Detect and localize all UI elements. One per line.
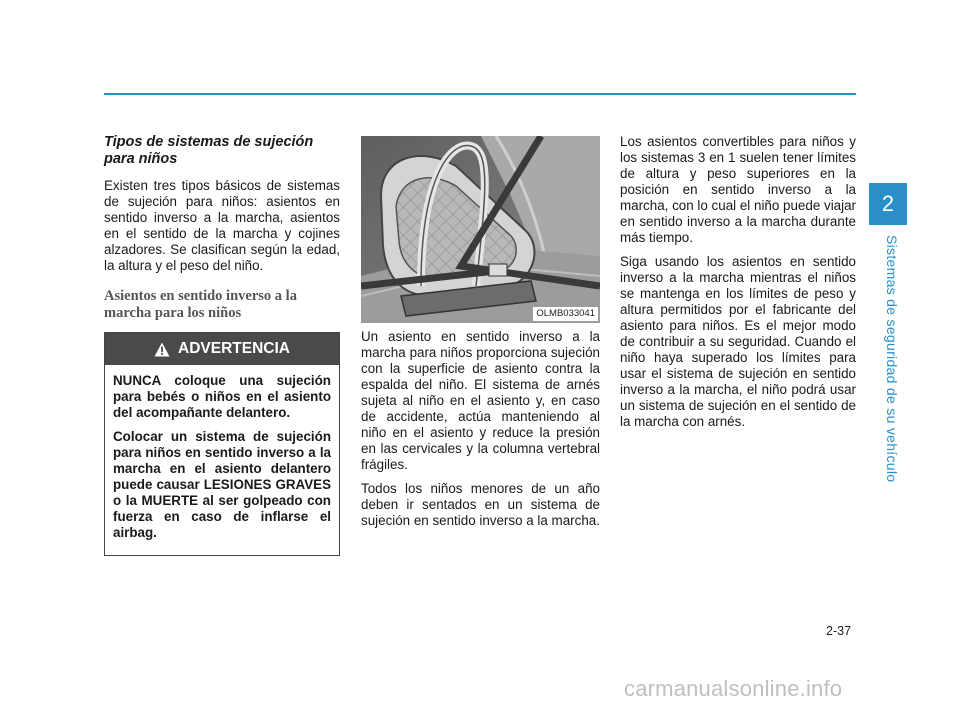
intro-paragraph: Existen tres tipos básicos de sistemas de sujeción para niños: asientos en sentido inverso a la marcha, asientos en el sentido de la marcha y cojines alzadores. Se clasifican según la edad, la altura y el peso del niño.	[104, 178, 340, 273]
chapter-title: Sistemas de seguridad de su vehículo	[884, 235, 900, 483]
warning-paragraph-2: Colocar un sistema de sujeción para niños en sentido inverso a la marcha en el asiento delantero puede causar LESIONES GRAVES o la MUERTE al ser golpeado con fuerza en caso de inflarse el airbag.	[113, 429, 331, 540]
middle-paragraph-1: Un asiento en sentido inverso a la marcha para niños proporciona sujeción con la superficie de asiento contra la espalda del niño. El sistema de arnés sujeta al niño en el asiento y, en caso de accidente, actúa manteniendo al niño en el asiento y reduce la presión en las cervicales y la columna vertebral frágiles.	[361, 329, 600, 472]
child-seat-illustration	[361, 136, 600, 323]
figure-code-label: OLMB033041	[533, 307, 598, 321]
chapter-tab: 2	[869, 183, 907, 225]
right-paragraph-1: Los asientos convertibles para niños y los sistemas 3 en 1 suelen tener límites de altura y peso superiores en la posición en sentido inverso a la marcha, con lo cual el niño puede viajar en sentido inverso a la marcha durante más tiempo.	[620, 134, 856, 245]
subheading: Asientos en sentido inverso a la marcha para los niños	[104, 288, 297, 321]
warning-triangle-icon	[154, 342, 170, 357]
middle-column	[361, 136, 600, 537]
warning-title: ADVERTENCIA	[178, 340, 290, 357]
section-heading: Tipos de sistemas de sujeción para niños	[104, 134, 314, 167]
page-number: 2-37	[826, 624, 852, 638]
right-column	[620, 134, 856, 438]
warning-body	[105, 365, 339, 555]
middle-paragraph-2: Todos los niños menores de un año deben ir sentados en un sistema de sujeción en sentido inverso a la marcha.	[361, 481, 600, 528]
warning-paragraph-1: NUNCA coloque una sujeción para bebés o niños en el asiento del acompañante delantero.	[113, 373, 331, 420]
watermark-text: carmanualsonline.info	[624, 676, 843, 701]
rear-facing-seat-illustration	[361, 136, 600, 323]
right-paragraph-2: Siga usando los asientos en sentido inverso a la marcha mientras el niños se mantenga en los límites de peso y altura permitidos por el fabricante del asiento para niños. Es el mejor modo de contribuir a su seguridad. Cuando el niño haya superado los límites para usar el sistema de sujeción en sentido inverso a la marcha, el niño podrá usar un sistema de sujeción en el sentido de la marcha con arnés.	[620, 254, 856, 429]
warning-box	[104, 332, 340, 556]
header-rule	[104, 93, 856, 95]
left-column	[104, 134, 340, 556]
warning-header	[105, 333, 339, 365]
